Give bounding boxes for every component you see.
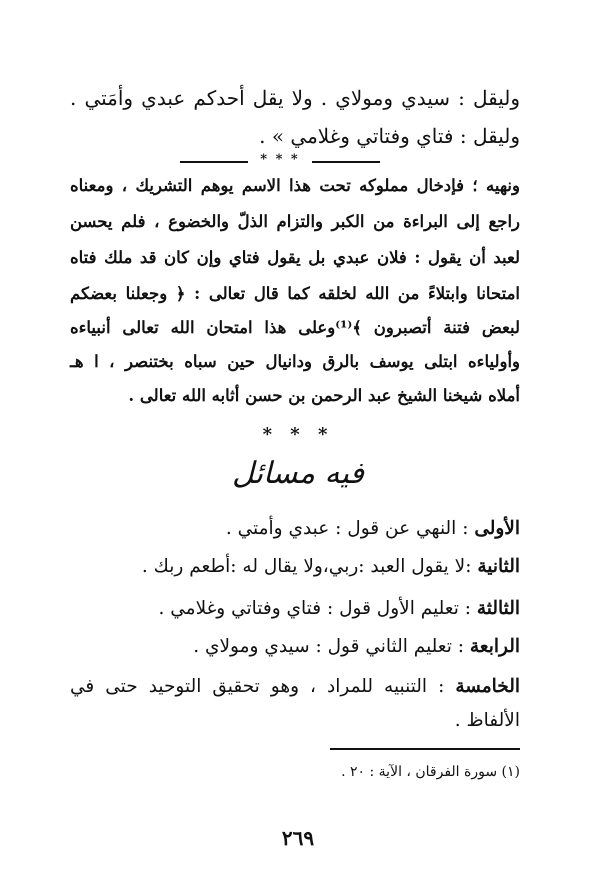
issue-2-text: :لا يقول العبد :ربي،ولا يقال له :أطعم ربك .	[141, 556, 472, 577]
section-heading: فيه مسائل	[231, 456, 365, 491]
issue-5-continuation: الألفاظ .	[454, 710, 520, 731]
issue-3-label: الثالثة	[476, 598, 520, 619]
issue-1	[70, 518, 520, 539]
body-line-7: أملاه شيخنا الشيخ عبد الرحمن بن حسن أثابه الله تعالى .	[128, 386, 520, 405]
issue-3-text: : تعليم الأول قول : فتاي وفتاتي وغلامي .	[158, 598, 471, 619]
issue-3	[70, 598, 520, 619]
issue-4-label: الرابعة	[469, 636, 520, 657]
issue-2	[70, 556, 520, 577]
center-stars: * * *	[262, 424, 334, 445]
intro-line-2: وليقل : فتاي وفتاتي وغلامي » .	[259, 124, 520, 148]
footnote-rule	[330, 748, 520, 750]
body-line-4: امتحانا وابتلاءً من الله لخلقه كما قال تعالى : ﴿ وجعلنا بعضكم	[70, 284, 520, 303]
footnote: (١) سورة الفرقان ، الآية : ٢٠ .	[341, 764, 520, 780]
divider-rule-left	[180, 161, 248, 163]
body-line-5: لبعض فتنة أتصبرون ﴾⁽¹⁾وعلى هذا امتحان الله تعالى أنبياءه	[70, 318, 521, 337]
divider-rule-right	[312, 161, 380, 163]
issue-2-label: الثانية	[477, 556, 520, 577]
page-number: ٢٦٩	[281, 826, 315, 850]
issue-5-text: : التنبيه للمراد ، وهو تحقيق التوحيد حتى في	[70, 676, 445, 697]
issue-5-label: الخامسة	[455, 676, 520, 697]
intro-line-1: وليقل : سيدي ومولاي . ولا يقل أحدكم عبدي وأمَتي .	[70, 86, 520, 110]
body-line-6: وأولياءه ابتلى يوسف بالرق ودانيال حين سباه بختنصر ، ا هـ	[70, 352, 520, 371]
body-line-3: لعبد أن يقول : فلان عبدي بل يقول فتاي وإن كان قد ملك فتاه	[70, 248, 520, 267]
body-line-1: ونهيه ؛ فإدخال مملوكه تحت هذا الاسم يوهم التشريك ، ومعناه	[70, 176, 520, 195]
section-divider	[180, 152, 380, 168]
issue-4-text: : تعليم الثاني قول : سيدي ومولاي .	[193, 636, 464, 657]
issue-1-text: : النهي عن قول : عبدي وأمتي .	[225, 518, 469, 539]
divider-stars: * * *	[260, 152, 300, 167]
issue-4	[70, 636, 520, 657]
issue-5	[70, 676, 520, 697]
issue-1-label: الأولى	[474, 518, 520, 539]
body-line-2: راجع إلى البراءة من الكبر والتزام الذلّ والخضوع ، فلم يحسن	[70, 212, 520, 231]
